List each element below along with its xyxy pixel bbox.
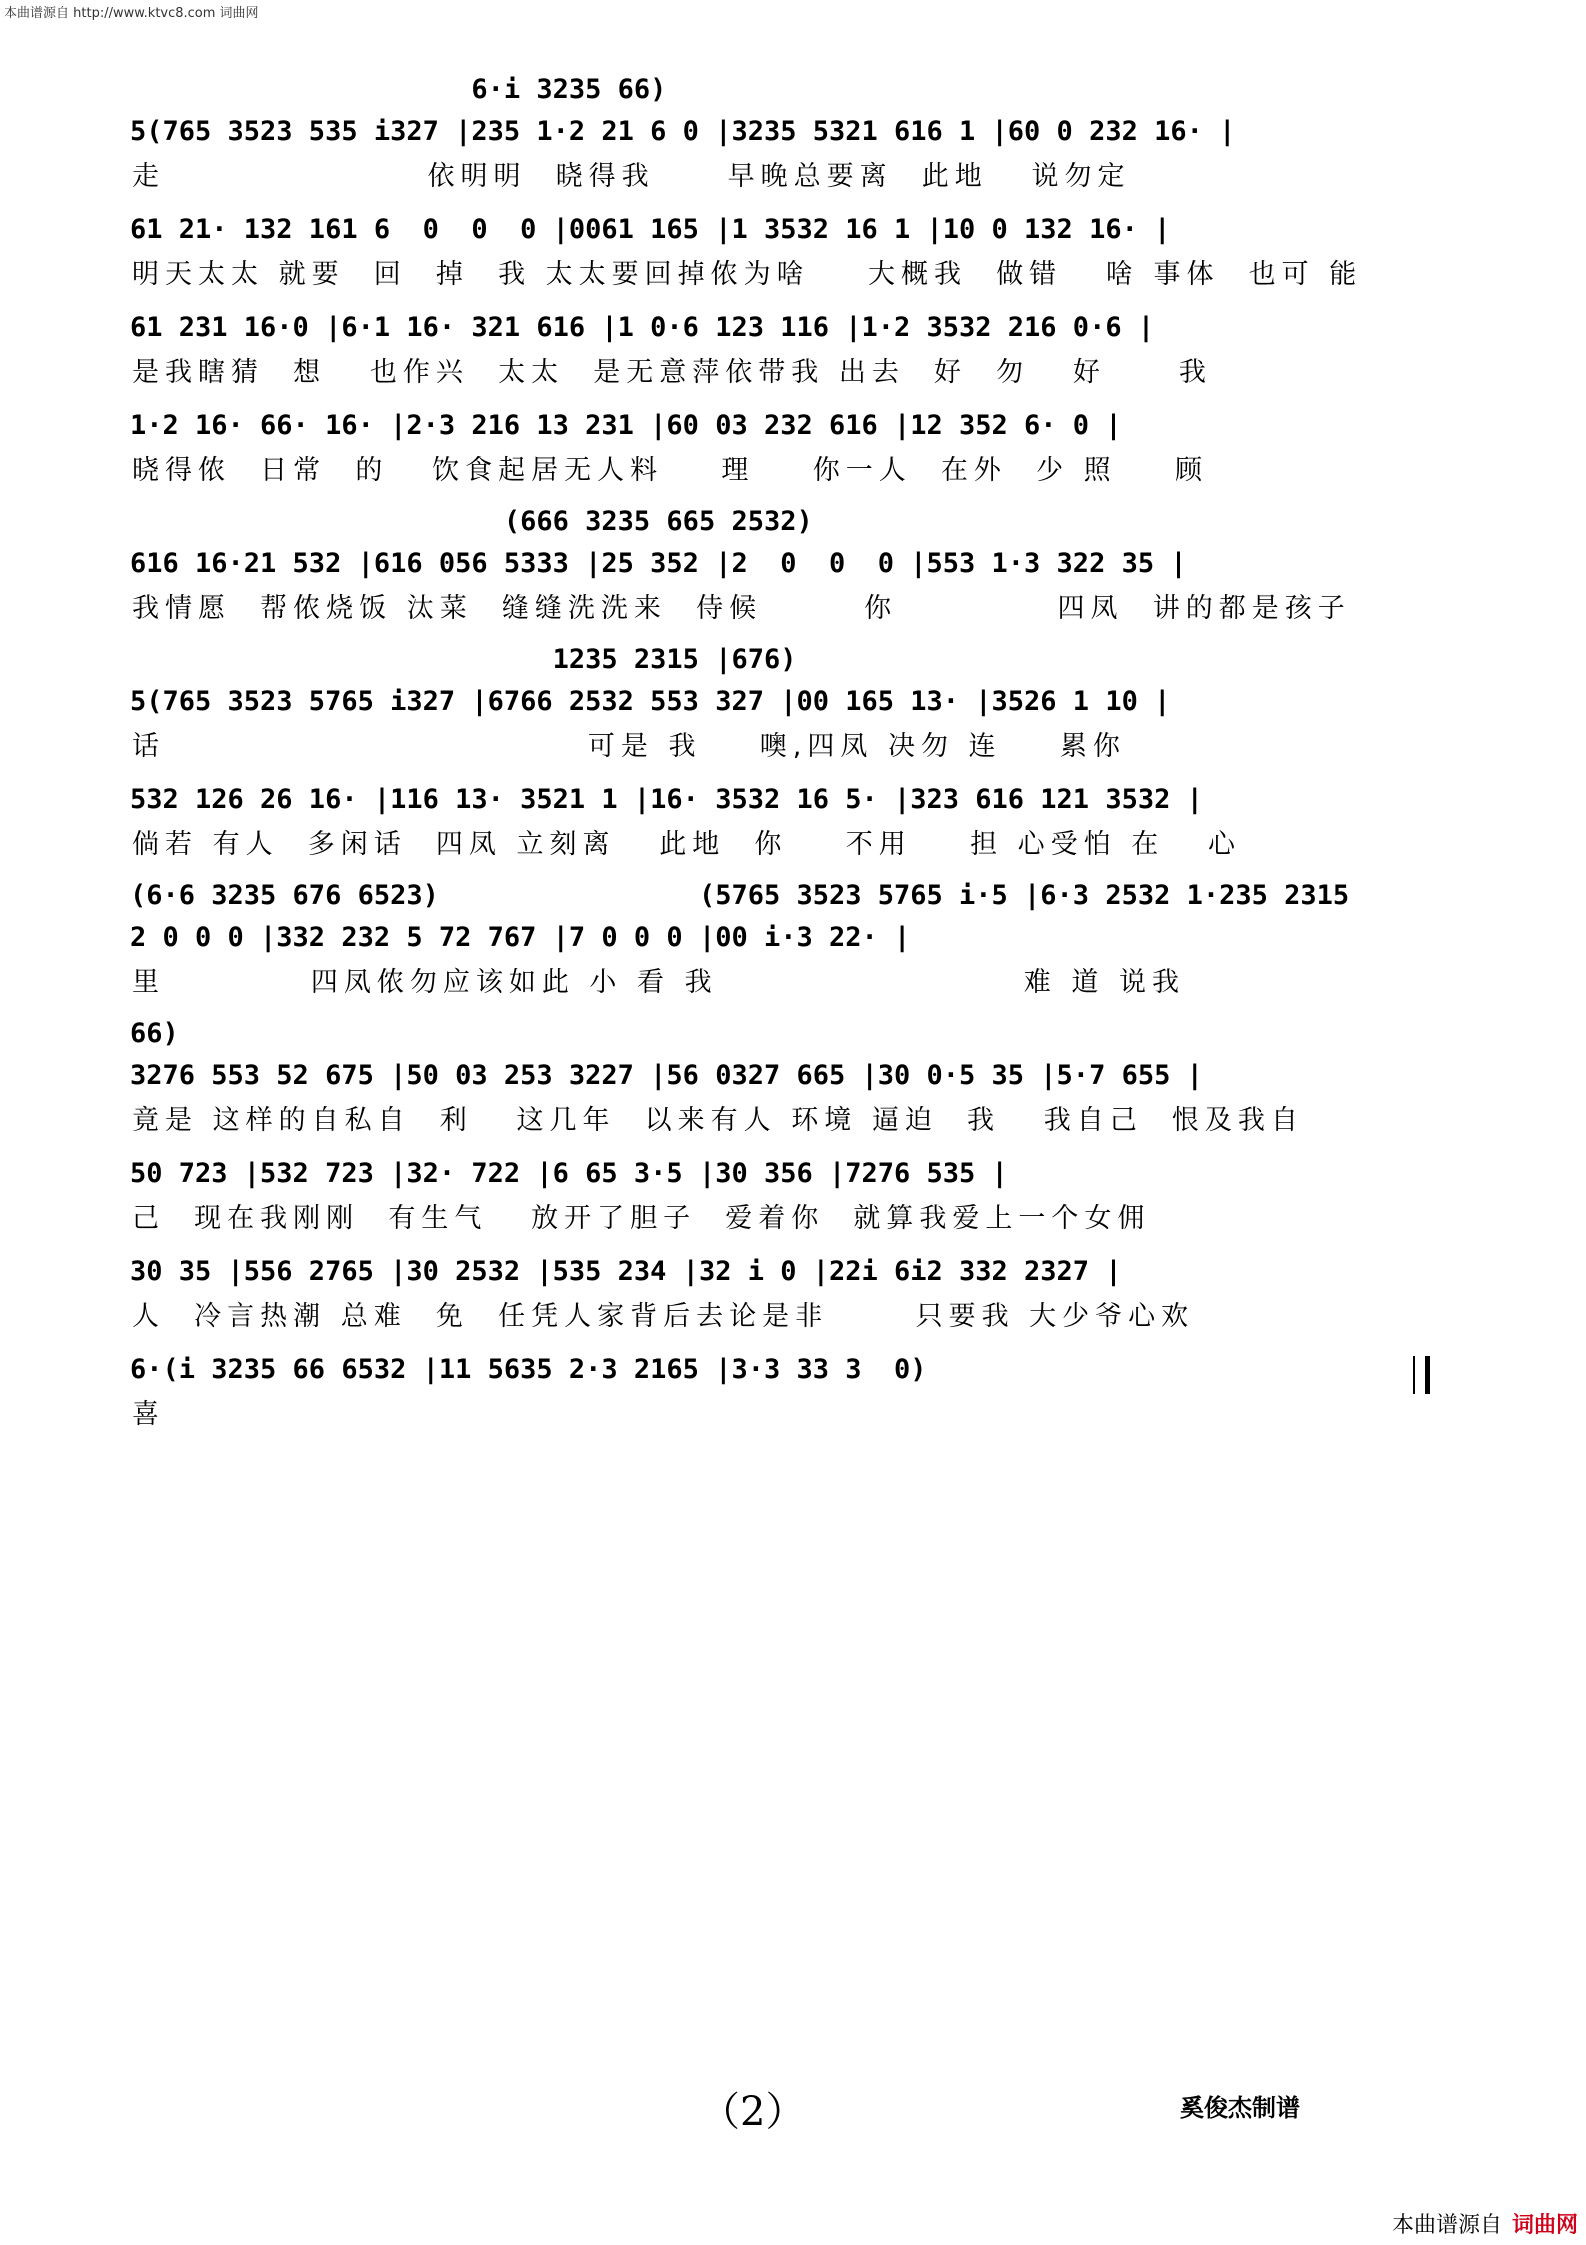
- jianpu-notation: 5(765 3523 535 i327 |235 1·2 21 6 0 |3235 5321 616 1 |60 0 232 16· |: [130, 116, 1236, 147]
- lyrics-line: 人 冷言热潮 总难 免 任凭人家背后去论是非 只要我 大少爷心欢: [132, 1301, 1195, 1332]
- score-system-2: [130, 208, 1430, 298]
- header-watermark: 本曲谱源自 http://www.ktvc8.com 词曲网: [4, 6, 259, 21]
- score-system-12: [130, 1348, 1430, 1438]
- jianpu-notation: 30 35 |556 2765 |30 2532 |535 234 |32 i 0 |22i 6i2 332 2327 |: [130, 1256, 1122, 1287]
- intro-notation: (666 3235 665 2532): [130, 506, 813, 537]
- score-system-5: [130, 502, 1430, 632]
- jianpu-notation: 3276 553 52 675 |50 03 253 3227 |56 0327 665 |30 0·5 35 |5·7 655 |: [130, 1060, 1203, 1091]
- jianpu-notation: 61 21· 132 161 6 0 0 0 |0061 165 |1 3532 16 1 |10 0 132 16· |: [130, 214, 1171, 245]
- jianpu-notation: 50 723 |532 723 |32· 722 |6 65 3·5 |30 356 |7276 535 |: [130, 1158, 1008, 1189]
- lyrics-line: 里 四凤侬勿应该如此 小 看 我 难 道 说我: [132, 967, 1185, 998]
- intro-notation: 66): [130, 1018, 179, 1049]
- intro-notation: (6·6 3235 676 6523) (5765 3523 5765 i·5 |6·3 2532 1·235 2315: [130, 880, 1350, 911]
- lyrics-line: 倘若 有人 多闲话 四凤 立刻离 此地 你 不用 担 心受怕 在 心: [132, 829, 1241, 860]
- page-number: （2）: [700, 2089, 806, 2135]
- jianpu-notation: 1·2 16· 66· 16· |2·3 216 13 231 |60 03 232 616 |12 352 6· 0 |: [130, 410, 1122, 441]
- jianpu-notation: 616 16·21 532 |616 056 5333 |25 352 |2 0 0 0 |553 1·3 322 35 |: [130, 548, 1187, 579]
- score-sheet: [130, 70, 1430, 1446]
- lyrics-line: 己 现在我刚刚 有生气 放开了胆子 爱着你 就算我爱上一个女佣: [132, 1203, 1151, 1234]
- score-system-10: [130, 1152, 1430, 1242]
- jianpu-notation: 61 231 16·0 |6·1 16· 321 616 |1 0·6 123 116 |1·2 3532 216 0·6 |: [130, 312, 1155, 343]
- score-system-1: [130, 70, 1430, 200]
- footer-brand[interactable]: 词曲网: [1511, 2213, 1578, 2238]
- jianpu-notation: 2 0 0 0 |332 232 5 72 767 |7 0 0 0 |00 i·3 22· |: [130, 922, 911, 953]
- intro-notation: 6·i 3235 66): [130, 74, 667, 105]
- score-system-8: [130, 876, 1430, 1006]
- score-system-6: [130, 640, 1430, 770]
- score-system-7: [130, 778, 1430, 868]
- footer-source: [1392, 2208, 1578, 2239]
- score-system-11: [130, 1250, 1430, 1340]
- lyrics-line: 晓得侬 日常 的 饮食起居无人料 理 你一人 在外 少 照 顾: [132, 455, 1208, 486]
- jianpu-notation: 532 126 26 16· |116 13· 3521 1 |16· 3532 16 5· |323 616 121 3532 |: [130, 784, 1203, 815]
- lyrics-line: 竟是 这样的自私自 利 这几年 以来有人 环境 逼迫 我 我自己 恨及我自: [132, 1105, 1304, 1136]
- transcriber-credit: 奚俊杰制谱: [1180, 2094, 1300, 2122]
- intro-notation: 1235 2315 |676): [130, 644, 797, 675]
- score-system-9: [130, 1014, 1430, 1144]
- jianpu-notation: 5(765 3523 5765 i327 |6766 2532 553 327 |00 165 13· |3526 1 10 |: [130, 686, 1171, 717]
- footer-source-label: 本曲谱源自: [1391, 2213, 1502, 2238]
- lyrics-line: 是我瞎猜 想 也作兴 太太 是无意萍依带我 出去 好 勿 好 我: [132, 357, 1212, 388]
- score-system-3: [130, 306, 1430, 396]
- lyrics-line: 明天太太 就要 回 掉 我 太太要回掉侬为啥 大概我 做错 啥 事体 也可 能: [132, 259, 1363, 290]
- lyrics-line: 喜: [132, 1399, 165, 1430]
- lyrics-line: 走 依明明 晓得我 早晚总要离 此地 说勿定: [132, 161, 1131, 192]
- score-system-4: [130, 404, 1430, 494]
- jianpu-notation: 6·(i 3235 66 6532 |11 5635 2·3 2165 |3·3 33 3 0): [130, 1354, 927, 1385]
- final-barline: [1413, 1356, 1430, 1394]
- lyrics-line: 话 可是 我 噢,四凤 决勿 连 累你: [132, 731, 1126, 762]
- lyrics-line: 我情愿 帮侬烧饭 汰菜 缝缝洗洗来 侍候 你 四凤 讲的都是孩子: [132, 593, 1351, 624]
